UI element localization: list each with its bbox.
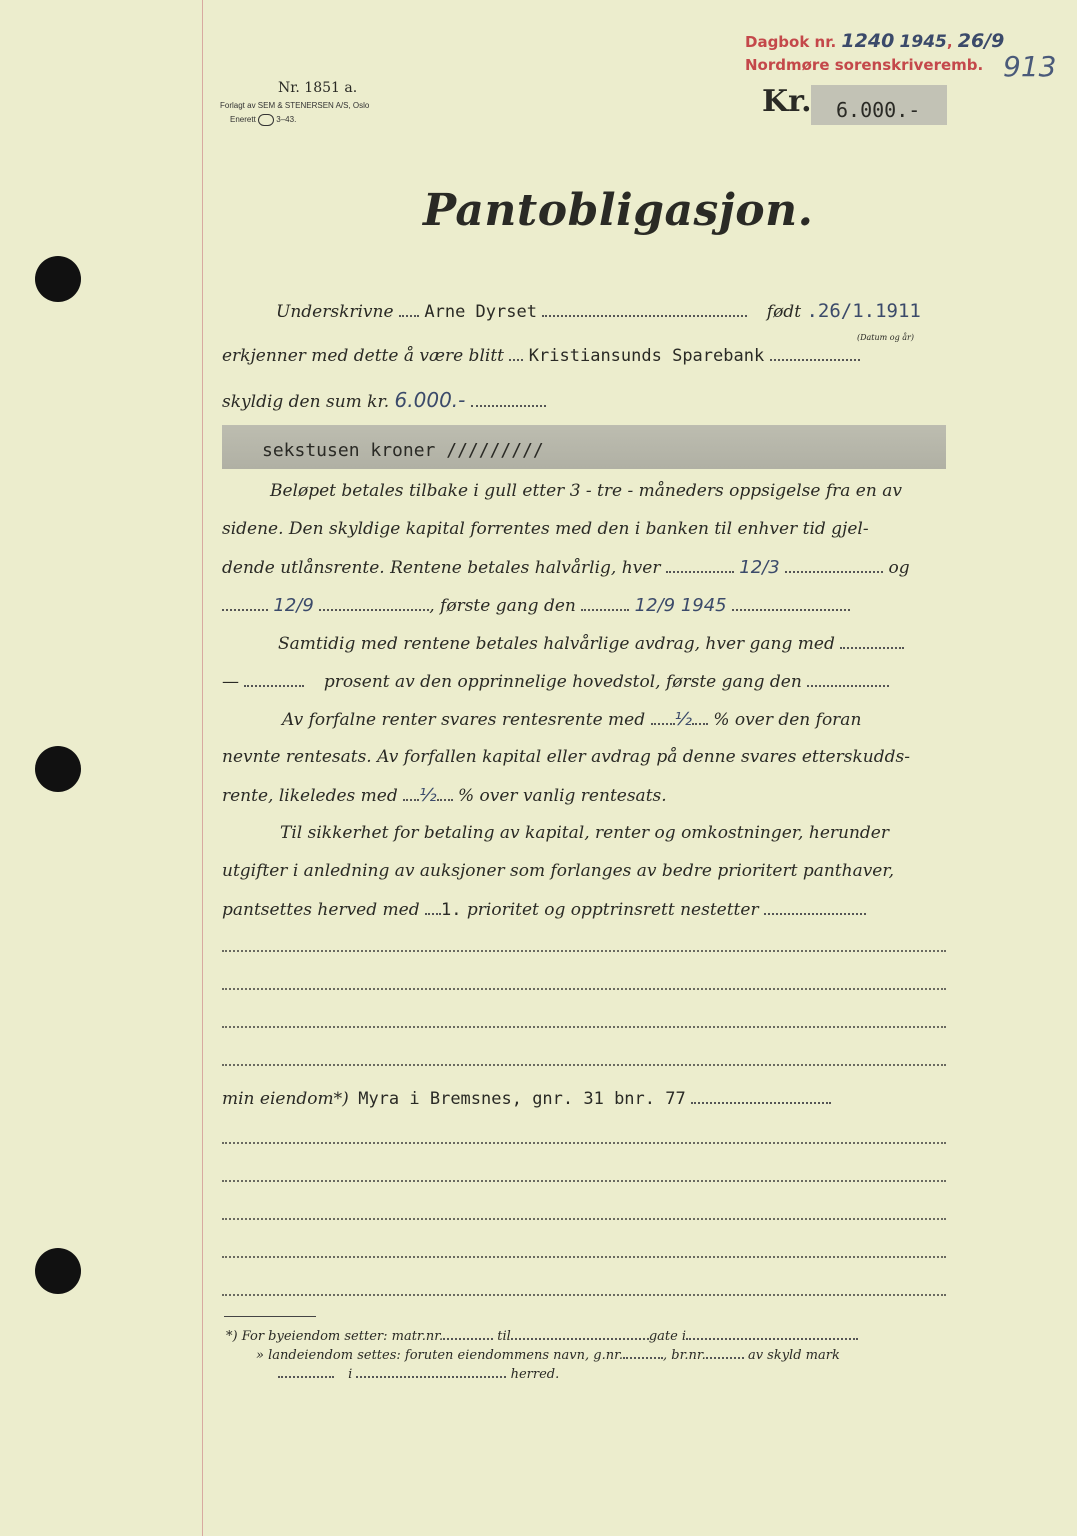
- kr-amount: 6.000.-: [836, 98, 921, 122]
- para1-line2: sidene. Den skyldige kapital forrentes med den i banken til enhver tid gjel-: [222, 519, 869, 539]
- enerett-label: Enerett 3–43.: [230, 115, 297, 125]
- para3-line2: nevnte rentesats. Av forfallen kapital eller avdrag på denne svares etterskudds-: [222, 747, 910, 767]
- born-date: .26/1.1911: [806, 300, 921, 322]
- first-date-label: , første gang den: [429, 596, 576, 616]
- para4-line2: utgifter i anledning av auksjoner som forlanges av bedre prioritert panthaver,: [222, 861, 895, 881]
- para2-line2: [222, 671, 889, 692]
- priority-label: pantsettes herved med: [222, 900, 420, 920]
- footnote-rule: [224, 1316, 316, 1317]
- priority-text: prioritet og opptrinsrett nestetter: [466, 900, 759, 920]
- page-reference: 913: [1003, 50, 1057, 83]
- interest-term1: 12/3: [739, 557, 780, 578]
- para1-line4: [222, 595, 850, 616]
- penalty-rate: ½: [674, 709, 692, 730]
- document-title: Pantobligasjon.: [423, 185, 814, 236]
- blank-line-1: [222, 950, 946, 952]
- installment-percent: —: [222, 672, 239, 692]
- dagbok-year: 1945: [899, 32, 947, 52]
- footnote-1a: *) For byeiendom setter: matr.nr.: [226, 1329, 444, 1344]
- installment-text2: prosent av den opprinnelige hovedstol, første gang den: [323, 672, 802, 692]
- late-rate: ½: [419, 785, 437, 806]
- blank-line-4: [222, 1064, 946, 1066]
- footnote-1b: til: [497, 1329, 511, 1344]
- form-code: 3–43.: [276, 115, 297, 125]
- footnote-line1: [226, 1328, 858, 1344]
- publisher-logo-icon: [258, 114, 274, 126]
- signer-label: Underskrivne: [276, 302, 394, 322]
- dagbok-label: Dagbok nr.: [745, 33, 837, 51]
- footnote-2b: , br.nr.: [663, 1348, 706, 1363]
- para4-line1: Til sikkerhet for betaling av kapital, renter og omkostninger, herunder: [280, 823, 889, 843]
- first-date: 12/9 1945: [634, 595, 727, 616]
- blank-line-8: [222, 1256, 946, 1258]
- sum-line: [222, 388, 546, 412]
- punch-hole-top: [35, 256, 81, 302]
- property-line: [222, 1088, 831, 1109]
- late-text2: % over vanlig rentesats.: [457, 786, 667, 806]
- penalty-text2: % over den foran: [713, 710, 862, 730]
- creditor-line: [222, 345, 860, 366]
- footnote-2a: » landeiendom settes: foruten eiendommens navn, g.nr.: [256, 1348, 623, 1363]
- sum-kr: kr.: [367, 392, 390, 412]
- form-number: Nr. 1851 a.: [278, 80, 358, 96]
- footnote-1c: gate i: [648, 1329, 687, 1344]
- dagbok-date: 26/9: [957, 30, 1005, 52]
- kr-label: Kr.: [762, 84, 812, 119]
- blank-line-2: [222, 988, 946, 990]
- blank-line-3: [222, 1026, 946, 1028]
- sum-value: 6.000.-: [394, 388, 466, 412]
- interest-term2: 12/9: [273, 595, 314, 616]
- creditor-name: Kristiansunds Sparebank: [528, 346, 765, 366]
- creditor-label: erkjenner med dette å være blitt: [222, 346, 504, 366]
- footnote-3b: herred.: [510, 1367, 560, 1382]
- publisher-line: Forlagt av SEM & STENERSEN A/S, Oslo: [220, 101, 370, 110]
- para4-line3: [222, 899, 866, 920]
- dagbok-number: 1240: [841, 30, 895, 52]
- signer-line: [222, 300, 921, 322]
- footnote-3a: i: [348, 1367, 353, 1382]
- blank-line-5: [222, 1142, 946, 1144]
- interest-label: dende utlånsrente. Rentene betales halvårlig, hver: [222, 558, 661, 578]
- footnote-line2: [256, 1347, 840, 1363]
- para1-line1: Beløpet betales tilbake i gull etter 3 - tre - måneders oppsigelse fra en av: [270, 481, 902, 501]
- blank-line-6: [222, 1180, 946, 1182]
- installment-text: Samtidig med rentene betales halvårlige avdrag, hver gang med: [278, 634, 835, 654]
- blank-line-9: [222, 1294, 946, 1296]
- property-label: min eiendom*): [222, 1089, 349, 1109]
- footnote-line3: [278, 1366, 559, 1382]
- og-label: og: [888, 558, 910, 578]
- signer-name: Arne Dyrset: [424, 302, 537, 322]
- para3-line1: [282, 709, 861, 730]
- sum-label: skyldig den sum: [222, 392, 362, 412]
- punch-hole-middle: [35, 746, 81, 792]
- punch-hole-bottom: [35, 1248, 81, 1294]
- sum-in-words: sekstusen kroner /////////: [262, 440, 544, 461]
- office-stamp: Nordmøre sorenskriveremb.: [745, 56, 984, 74]
- born-note: (Datum og år): [857, 333, 914, 342]
- para2-line1: [278, 633, 904, 654]
- late-text: rente, likeledes med: [222, 786, 398, 806]
- property-value: Myra i Bremsnes, gnr. 31 bnr. 77: [358, 1089, 686, 1109]
- margin-rule: [202, 0, 203, 1536]
- para1-line3: [222, 557, 910, 578]
- para3-line3: [222, 785, 667, 806]
- dagbok-stamp: Dagbok nr. 1240 1945, 26/9: [745, 30, 1005, 52]
- blank-line-7: [222, 1218, 946, 1220]
- footnote-2c: av skyld mark: [747, 1348, 840, 1363]
- penalty-text: Av forfalne renter svares rentesrente med: [282, 710, 646, 730]
- born-label: født: [766, 302, 802, 322]
- priority-value: 1.: [441, 900, 462, 920]
